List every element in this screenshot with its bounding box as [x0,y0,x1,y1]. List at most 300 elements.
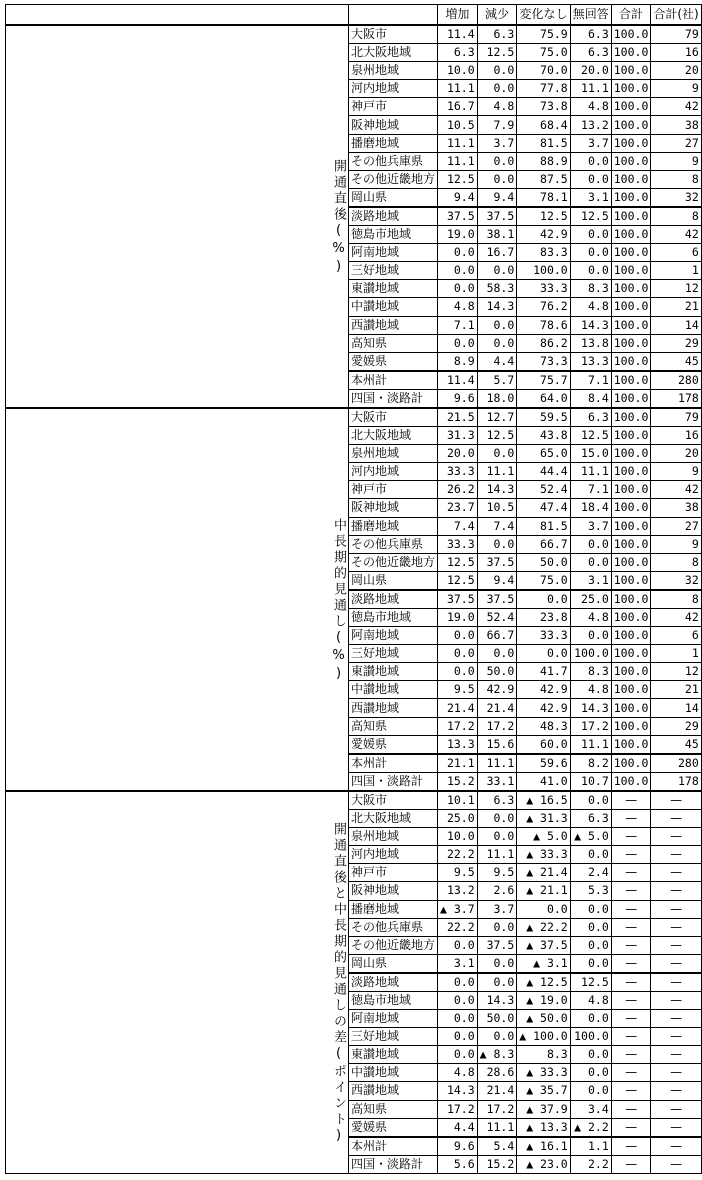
cell-total: 100.0 [611,170,651,188]
cell-increase: 0.0 [438,334,478,352]
cell-decrease: 15.2 [477,1155,517,1173]
cell-increase: 7.4 [438,517,478,535]
cell-total: 100.0 [611,298,651,316]
cell-no-answer: 10.7 [570,772,611,791]
cell-no-answer: 14.3 [570,699,611,717]
region-label: 岡山県 [349,571,438,590]
cell-no-answer: 0.0 [570,1064,611,1082]
cell-decrease: 9.5 [477,864,517,882]
cell-decrease: 21.4 [477,1082,517,1100]
cell-total: 100.0 [611,408,651,427]
cell-no-answer: 4.8 [570,298,611,316]
cell-increase: 10.1 [438,791,478,810]
region-label: 阿南地域 [349,627,438,645]
cell-total: 100.0 [611,389,651,408]
cell-decrease: 0.0 [477,445,517,463]
cell-increase: 22.2 [438,846,478,864]
cell-increase: 10.5 [438,116,478,134]
cell-total-companies: 42 [651,609,701,627]
cell-no-change: ▲ 37.9 [517,1100,570,1118]
region-label: 淡路地域 [349,973,438,992]
region-label: 岡山県 [349,954,438,973]
cell-no-change: 41.0 [517,772,570,791]
cell-total: — [611,791,651,810]
cell-decrease: 5.4 [477,1137,517,1156]
cell-no-answer: 8.4 [570,389,611,408]
cell-decrease: 37.5 [477,553,517,571]
cell-total: 100.0 [611,499,651,517]
cell-total-companies: 8 [651,170,701,188]
region-label: その他近畿地方 [349,553,438,571]
region-label: 愛媛県 [349,735,438,754]
cell-total: — [611,882,651,900]
cell-no-change: 47.4 [517,499,570,517]
cell-decrease: 10.5 [477,499,517,517]
cell-no-answer: 6.3 [570,25,611,44]
header-row [6,5,702,26]
cell-total-companies: 21 [651,681,701,699]
cell-total-companies: — [651,1082,701,1100]
cell-total: — [611,936,651,954]
cell-decrease: 11.1 [477,1118,517,1137]
cell-decrease: 6.3 [477,791,517,810]
cell-no-change: ▲ 37.5 [517,936,570,954]
region-label: 神戸市 [349,864,438,882]
cell-decrease: 0.0 [477,973,517,992]
cell-increase: 13.3 [438,735,478,754]
cell-total-companies: 178 [651,389,701,408]
cell-no-answer: 13.2 [570,116,611,134]
region-label: 河内地域 [349,463,438,481]
cell-total: — [611,864,651,882]
region-label: 高知県 [349,334,438,352]
cell-decrease: 4.4 [477,352,517,371]
cell-no-change: 100.0 [517,262,570,280]
cell-no-answer: 0.0 [570,535,611,553]
cell-decrease: 9.4 [477,188,517,207]
cell-no-answer: 3.7 [570,517,611,535]
cell-increase: 11.1 [438,152,478,170]
region-label: 三好地域 [349,262,438,280]
cell-no-change: 87.5 [517,170,570,188]
cell-total-companies: 12 [651,663,701,681]
cell-total-companies: 280 [651,371,701,390]
region-label: 北大阪地域 [349,44,438,62]
cell-increase: 19.0 [438,226,478,244]
header-total: 合計 [611,5,651,26]
cell-total-companies: 6 [651,627,701,645]
cell-no-answer: 100.0 [570,645,611,663]
cell-total: — [611,1082,651,1100]
region-label: その他兵庫県 [349,535,438,553]
cell-increase: 25.0 [438,810,478,828]
cell-no-change: 59.6 [517,754,570,773]
cell-total: 100.0 [611,62,651,80]
cell-no-answer: 4.8 [570,991,611,1009]
cell-total: — [611,1010,651,1028]
cell-decrease: 11.1 [477,846,517,864]
cell-increase: 7.1 [438,316,478,334]
cell-increase: 21.1 [438,754,478,773]
cell-no-change: ▲ 21.1 [517,882,570,900]
cell-total-companies: 1 [651,645,701,663]
header-region [349,5,438,26]
cell-increase: 0.0 [438,627,478,645]
cell-no-answer: 0.0 [570,1046,611,1064]
cell-increase: 9.5 [438,864,478,882]
cell-total-companies: — [651,1028,701,1046]
region-label: 東讃地域 [349,663,438,681]
cell-no-change: 65.0 [517,445,570,463]
cell-total: — [611,1064,651,1082]
cell-increase: 0.0 [438,280,478,298]
header-increase: 増加 [438,5,478,26]
cell-total-companies: — [651,1118,701,1137]
cell-total: 100.0 [611,772,651,791]
region-label: 本州計 [349,1137,438,1156]
cell-total: 100.0 [611,316,651,334]
cell-no-answer: 13.8 [570,334,611,352]
cell-no-change: ▲ 31.3 [517,810,570,828]
cell-total-companies: 6 [651,244,701,262]
cell-decrease: 37.5 [477,590,517,609]
cell-no-change: 60.0 [517,735,570,754]
cell-no-change: 42.9 [517,699,570,717]
cell-total: 100.0 [611,207,651,226]
cell-decrease: 7.4 [477,517,517,535]
region-label: 高知県 [349,1100,438,1118]
cell-increase: 22.2 [438,918,478,936]
cell-total-companies: 45 [651,352,701,371]
cell-no-answer: 18.4 [570,499,611,517]
cell-increase: 31.3 [438,427,478,445]
cell-no-change: 75.7 [517,371,570,390]
cell-total-companies: — [651,918,701,936]
cell-decrease: 50.0 [477,663,517,681]
cell-no-answer: 0.0 [570,226,611,244]
cell-total-companies: 9 [651,535,701,553]
cell-no-change: 83.3 [517,244,570,262]
cell-total: — [611,1137,651,1156]
cell-increase: 9.6 [438,389,478,408]
cell-increase: 0.0 [438,645,478,663]
cell-no-change: ▲ 21.4 [517,864,570,882]
region-label: 中讃地域 [349,298,438,316]
cell-total: 100.0 [611,334,651,352]
cell-no-change: ▲ 16.5 [517,791,570,810]
cell-no-change: 88.9 [517,152,570,170]
cell-no-answer: 0.0 [570,791,611,810]
cell-increase: 0.0 [438,1010,478,1028]
cell-no-answer: 25.0 [570,590,611,609]
cell-no-answer: 8.3 [570,663,611,681]
cell-decrease: 3.7 [477,900,517,918]
cell-total-companies: 32 [651,188,701,207]
region-label: 淡路地域 [349,590,438,609]
cell-total-companies: — [651,828,701,846]
cell-total-companies: — [651,900,701,918]
cell-no-answer: 3.7 [570,134,611,152]
cell-increase: 21.5 [438,408,478,427]
cell-total-companies: — [651,1137,701,1156]
cell-total-companies: 14 [651,316,701,334]
cell-increase: 0.0 [438,936,478,954]
region-label: その他兵庫県 [349,152,438,170]
cell-total: 100.0 [611,25,651,44]
cell-total-companies: 8 [651,207,701,226]
cell-total: 100.0 [611,590,651,609]
cell-increase: 26.2 [438,481,478,499]
cell-decrease: 0.0 [477,316,517,334]
cell-total-companies: 14 [651,699,701,717]
cell-total: 100.0 [611,645,651,663]
cell-total: — [611,954,651,973]
cell-total: 100.0 [611,699,651,717]
region-label: 泉州地域 [349,445,438,463]
cell-increase: 17.2 [438,1100,478,1118]
cell-decrease: 11.1 [477,463,517,481]
cell-no-change: 23.8 [517,609,570,627]
cell-no-answer: 0.0 [570,627,611,645]
cell-decrease: 21.4 [477,699,517,717]
cell-total: 100.0 [611,244,651,262]
cell-no-answer: 0.0 [570,244,611,262]
region-label: 阿南地域 [349,1010,438,1028]
cell-total: — [611,900,651,918]
header-decrease: 減少 [477,5,517,26]
cell-no-change: 8.3 [517,1046,570,1064]
region-label: 淡路地域 [349,207,438,226]
cell-total-companies: 27 [651,517,701,535]
cell-increase: 4.4 [438,1118,478,1137]
cell-increase: 12.5 [438,571,478,590]
cell-no-change: ▲ 3.1 [517,954,570,973]
region-label: 愛媛県 [349,1118,438,1137]
cell-decrease: 0.0 [477,334,517,352]
cell-no-answer: 6.3 [570,810,611,828]
cell-total: — [611,991,651,1009]
cell-total: 100.0 [611,188,651,207]
cell-no-answer: 17.2 [570,717,611,735]
cell-decrease: 0.0 [477,152,517,170]
cell-increase: 14.3 [438,1082,478,1100]
cell-no-answer: 11.1 [570,463,611,481]
region-label: 徳島市地域 [349,609,438,627]
cell-decrease: 37.5 [477,936,517,954]
cell-decrease: 12.7 [477,408,517,427]
cell-decrease: 17.2 [477,717,517,735]
cell-no-change: 64.0 [517,389,570,408]
region-label: 泉州地域 [349,62,438,80]
region-label: 徳島市地域 [349,991,438,1009]
cell-no-change: 12.5 [517,207,570,226]
cell-total-companies: 9 [651,80,701,98]
cell-total: — [611,1118,651,1137]
cell-total-companies: — [651,1010,701,1028]
cell-total: 100.0 [611,609,651,627]
region-label: その他近畿地方 [349,170,438,188]
cell-total-companies: 12 [651,280,701,298]
table-row [6,408,702,427]
cell-total-companies: 38 [651,499,701,517]
region-label: 播磨地域 [349,517,438,535]
cell-no-answer: 14.3 [570,316,611,334]
cell-decrease: 37.5 [477,207,517,226]
region-label: 中讃地域 [349,681,438,699]
cell-total-companies: 79 [651,408,701,427]
cell-no-change: 48.3 [517,717,570,735]
cell-increase: 0.0 [438,244,478,262]
cell-increase: 8.9 [438,352,478,371]
cell-decrease: 0.0 [477,62,517,80]
cell-no-change: 66.7 [517,535,570,553]
cell-decrease: 0.0 [477,828,517,846]
cell-total: 100.0 [611,553,651,571]
cell-total-companies: 42 [651,481,701,499]
cell-increase: 23.7 [438,499,478,517]
cell-increase: 37.5 [438,590,478,609]
section-difference-title: 開通直後と中長期的見通しの差(ポイント) [6,791,349,1173]
region-label: 大阪市 [349,791,438,810]
cell-no-answer: 0.0 [570,918,611,936]
cell-increase: 13.2 [438,882,478,900]
cell-decrease: 12.5 [477,427,517,445]
cell-total: 100.0 [611,80,651,98]
region-label: 西讃地域 [349,699,438,717]
cell-increase: 3.1 [438,954,478,973]
cell-total-companies: — [651,1100,701,1118]
cell-total-companies: — [651,846,701,864]
cell-increase: 12.5 [438,170,478,188]
cell-increase: 33.3 [438,535,478,553]
cell-no-answer: 13.3 [570,352,611,371]
cell-increase: 11.1 [438,80,478,98]
cell-decrease: 58.3 [477,280,517,298]
cell-total-companies: 32 [651,571,701,590]
cell-no-answer: 0.0 [570,846,611,864]
region-label: 大阪市 [349,408,438,427]
cell-no-answer: 3.1 [570,571,611,590]
cell-total-companies: — [651,936,701,954]
cell-total: — [611,1028,651,1046]
cell-decrease: 0.0 [477,535,517,553]
cell-increase: 0.0 [438,973,478,992]
cell-no-answer: 100.0 [570,1028,611,1046]
cell-no-answer: 7.1 [570,481,611,499]
cell-total: 100.0 [611,663,651,681]
cell-decrease: 0.0 [477,918,517,936]
cell-increase: 11.4 [438,371,478,390]
section-immediate-title: 開通直後(%) [6,25,349,408]
cell-decrease: 0.0 [477,262,517,280]
cell-no-answer: 3.4 [570,1100,611,1118]
cell-total: — [611,1046,651,1064]
cell-total-companies: 178 [651,772,701,791]
cell-no-change: 75.0 [517,44,570,62]
cell-increase: 19.0 [438,609,478,627]
cell-no-answer: 0.0 [570,900,611,918]
cell-decrease: 17.2 [477,1100,517,1118]
cell-increase: 0.0 [438,1028,478,1046]
cell-total-companies: 8 [651,553,701,571]
region-label: 河内地域 [349,846,438,864]
cell-total-companies: 9 [651,463,701,481]
cell-no-change: ▲ 5.0 [517,828,570,846]
cell-total: 100.0 [611,517,651,535]
cell-total-companies: — [651,791,701,810]
cell-increase: 21.4 [438,699,478,717]
cell-total-companies: — [651,973,701,992]
cell-decrease: 0.0 [477,645,517,663]
cell-decrease: 28.6 [477,1064,517,1082]
cell-increase: 4.8 [438,298,478,316]
region-label: 阪神地域 [349,882,438,900]
cell-increase: 12.5 [438,553,478,571]
cell-no-change: 78.1 [517,188,570,207]
cell-no-answer: 12.5 [570,207,611,226]
region-label: 阿南地域 [349,244,438,262]
cell-total: 100.0 [611,445,651,463]
region-label: 播磨地域 [349,134,438,152]
cell-no-change: 42.9 [517,226,570,244]
cell-total-companies: — [651,954,701,973]
cell-no-change: ▲ 22.2 [517,918,570,936]
region-label: その他近畿地方 [349,936,438,954]
cell-decrease: ▲ 8.3 [477,1046,517,1064]
cell-decrease: 66.7 [477,627,517,645]
region-label: 北大阪地域 [349,810,438,828]
cell-total: — [611,918,651,936]
cell-total-companies: 21 [651,298,701,316]
region-label: 徳島市地域 [349,226,438,244]
cell-decrease: 7.9 [477,116,517,134]
table-row [6,25,702,44]
cell-increase: 10.0 [438,828,478,846]
cell-no-change: 44.4 [517,463,570,481]
region-label: 神戸市 [349,481,438,499]
cell-increase: 0.0 [438,663,478,681]
cell-no-answer: 7.1 [570,371,611,390]
region-label: 河内地域 [349,80,438,98]
cell-no-change: 50.0 [517,553,570,571]
cell-decrease: 9.4 [477,571,517,590]
region-label: 西讃地域 [349,316,438,334]
cell-total-companies: — [651,1064,701,1082]
cell-decrease: 18.0 [477,389,517,408]
cell-total-companies: — [651,991,701,1009]
cell-no-answer: 0.0 [570,954,611,973]
cell-total-companies: 42 [651,98,701,116]
cell-total-companies: — [651,1155,701,1173]
cell-no-change: 33.3 [517,280,570,298]
cell-decrease: 0.0 [477,170,517,188]
cell-decrease: 5.7 [477,371,517,390]
cell-increase: 17.2 [438,717,478,735]
cell-increase: 6.3 [438,44,478,62]
cell-no-answer: 3.1 [570,188,611,207]
cell-total: 100.0 [611,427,651,445]
cell-no-answer: 2.2 [570,1155,611,1173]
cell-no-change: 77.8 [517,80,570,98]
cell-no-change: 0.0 [517,900,570,918]
cell-no-change: ▲ 12.5 [517,973,570,992]
cell-no-answer: ▲ 5.0 [570,828,611,846]
region-label: 本州計 [349,371,438,390]
cell-decrease: 2.6 [477,882,517,900]
cell-total-companies: 27 [651,134,701,152]
cell-no-change: 52.4 [517,481,570,499]
cell-no-change: 41.7 [517,663,570,681]
